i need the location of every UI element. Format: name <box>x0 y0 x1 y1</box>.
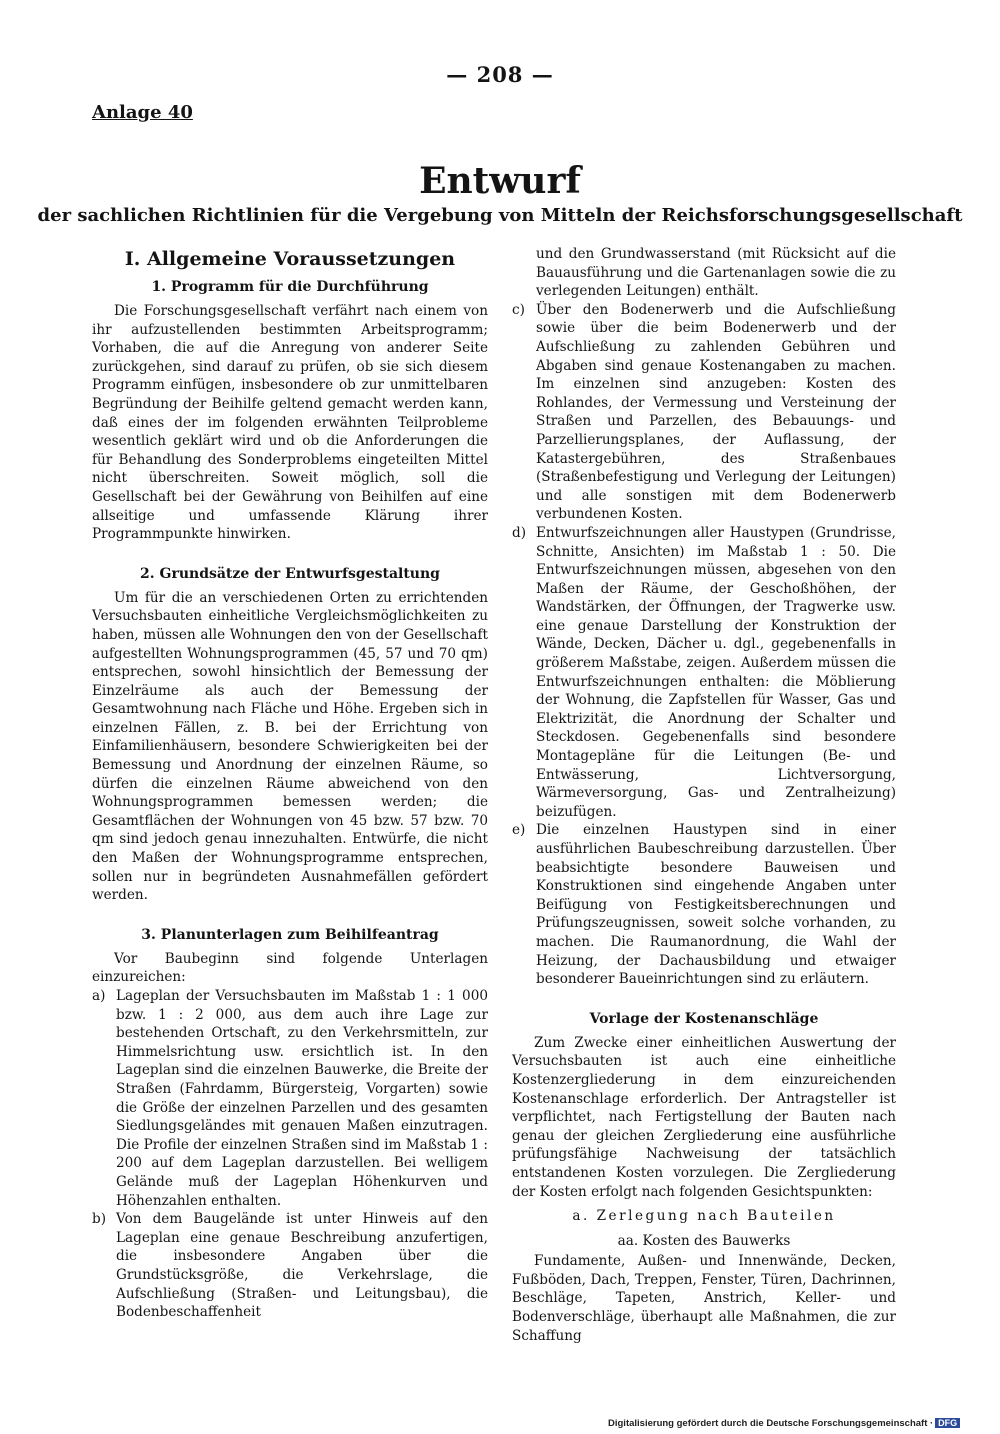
list-item-text: Entwurfszeichnungen aller Haustypen (Grundrisse, Schnitte, Ansichten) im Maßstab 1 : 50. Die Entwurfszeichnungen müssen, abgesehen von den Maßen der Räume, der Geschoßhöhen, der Wandstärken, der Öffnungen, der Tragwerke usw. eine genaue Darstellung der Konstruktion der Wände, Decken, Dächer u. dgl., gegebenenfalls in größerem Maßstabe, zeigen. Außerdem müssen die Entwurfszeichnungen enthalten: die Möblierung der Wohnung, die Zapfstellen für Wasser, Gas und Elektrizität, die Anordnung der Schalter und Steckdosen. Gegebenenfalls sind besondere Montagepläne für die Leitungen (Be- und Entwässerung, Lichtversorgung, Wärmeversorgung, Gas- und Zentralheizung) beizufügen. <box>536 524 896 820</box>
heading-plan-documents: 3. Planunterlagen zum Beihilfeantrag <box>141 926 439 943</box>
heading-program: 1. Programm für die Durchführung <box>151 279 429 295</box>
page-number: — 208 — <box>446 62 554 87</box>
list-item-label: b) <box>92 1211 107 1228</box>
list-item-label: e) <box>512 822 526 839</box>
right-column <box>512 245 896 1345</box>
paragraph-program: Die Forschungsgesellschaft verfährt nach einem von ihr aufzustellenden bestimmten Arbeitsprogramm; Vorhaben, die auf die Anregung von anderer Seite zurückgehen, sind darauf zu prüfen, ob sie sich diesem Programm einfügen, insbesondere ob zur unmittelbaren Begründung der Beihilfe geltend gemacht werden kann, daß eines der im folgenden erwähnten Teilprobleme wesentlich geklärt wird und ob die Anforderungen die für Behandlung des Sonderproblems eingeteilten Mittel nicht überschreiten. Soweit möglich, soll die Gesellschaft bei der Gewährung von Beihilfen auf eine allseitige und umfassende Klärung ihrer Programmpunkte hinwirken. <box>92 303 488 543</box>
section-heading: I. Allgemeine Voraussetzungen <box>124 248 456 270</box>
left-column <box>92 245 488 1322</box>
list-item <box>512 821 896 988</box>
annex-label: Anlage 40 <box>92 102 193 123</box>
list-item-label: a) <box>92 988 106 1004</box>
paragraph-building-costs: Fundamente, Außen- und Innenwände, Decken, Fußböden, Dach, Treppen, Fenster, Türen, Dachrinnen, Beschläge, Tapeten, Anstrich, Keller- und Bodenverschläge, überhaupt alle Maßnahmen, die zur Schaffung <box>512 1253 896 1344</box>
continuation-text: und den Grundwasserstand (mit Rücksicht auf die Bauausführung und die Gartenanlagen sowie die zu verlegenden Leitungen) enthält. <box>536 246 896 300</box>
list-item <box>512 524 896 822</box>
list-item-text: Die einzelnen Haustypen sind in einer ausführlichen Baubeschreibung darzustellen. Über beabsichtigte besondere Bauweisen und Konstruktionen sind eingehende Angaben unter Beifügung von Festigkeitsberechnungen und Prüfungszeugnissen, soweit solche vorhanden, zu machen. Die Raumanordnung, die Wahl der Heizung, der Dachausbildung und etwaiger besonderer Baueinrichtungen sind zu erläutern. <box>536 822 896 988</box>
heading-cost-estimates: Vorlage der Kostenanschläge <box>589 1010 819 1027</box>
paragraph-cost-estimates: Zum Zwecke einer einheitlichen Auswertung der Versuchsbauten ist auch eine einheitliche Kostenzergliederung in dem einzureichenden Kostenanschlage erforderlich. Der Antragsteller ist verpflichtet, nach Fertigstellung der Bauten nach genau der gleichen Zergliederung eine ausführliche prüfungsfähige Nachweisung der tatsächlich entstandenen Kosten vorzulegen. Die Zergliederung der Kosten erfolgt nach folgenden Gesichtspunkten: <box>512 1034 896 1200</box>
list-item-text: Über den Bodenerwerb und die Aufschließung sowie über die beim Bodenerwerb und der Aufschließung zu zahlenden Gebühren und Abgaben sind genaue Kostenangaben zu machen. Im einzelnen sind anzugeben: Kosten des Rohlandes, der Vermessung und Versteinung der Straßen und Parzellen, des Bebauungs- und Parzellierungsplanes, der Auflassung, der Katastergebühren, des Straßenbaues (Straßenbefestigung und Verlegung der Leitungen) und alle sonstigen mit dem Bodenerwerb verbundenen Kosten. <box>536 301 896 523</box>
list-item <box>512 301 896 524</box>
list-item-label: d) <box>512 524 527 541</box>
subheading-building-costs: aa. Kosten des Bauwerks <box>617 1232 791 1249</box>
list-item-text: Von dem Baugelände ist unter Hinweis auf den Lageplan eine genaue Beschreibung anzufertigen, die insbesondere Angaben über die Grundstücksgröße, die Verkehrslage, die Aufschließung (Straßen- und Leitungsbau), die Bodenbeschaffenheit <box>116 1211 488 1321</box>
dfg-logo: DFG <box>935 1418 960 1428</box>
footer-credit <box>608 1418 996 1429</box>
footer-text: Digitalisierung gefördert durch die Deutsche Forschungsgemeinschaft · <box>608 1418 934 1429</box>
paragraph-design-principles: Um für die an verschiedenen Orten zu errichtenden Versuchsbauten einheitliche Vergleichsmöglichkeiten zu haben, müssen alle Wohnungen den von der Gesellschaft aufgestellten Wohnungsprogrammen (45, 57 und 70 qm) entsprechen, sowohl hinsichtlich der Bemessung der Einzelräume als auch der Bemessung der Gesamtwohnung nach Fläche und Höhe. Ergeben sich in einzelnen Fällen, z. B. bei der Errichtung von Einfamilienhäusern, besondere Schwierigkeiten bei der Bemessung und Anordnung der einzelnen Räume, so dürfen die einzelnen Räume abweichend von den Wohnungsprogrammen bemessen werden; die Gesamtflächen der Wohnungen von 45 bzw. 57 bzw. 70 qm sind jedoch genau innezuhalten. Entwürfe, die nicht den Maßen der Wohnungsprogramme entsprechen, sollen nur in begründeten Ausnahmefällen gefördert werden. <box>92 589 488 904</box>
list-item <box>92 1210 488 1322</box>
document-subtitle: der sachlichen Richtlinien für die Vergebung von Mitteln der Reichsforschungsgesellschaft <box>37 205 963 226</box>
paragraph-plan-documents: Vor Baubeginn sind folgende Unterlagen einzureichen: <box>92 950 488 986</box>
subheading-components: a. Zerlegung nach Bauteilen <box>572 1208 836 1225</box>
document-title: Entwurf <box>419 160 581 202</box>
heading-design-principles: 2. Grundsätze der Entwurfsgestaltung <box>140 565 440 582</box>
list-item-label: c) <box>512 301 525 318</box>
list-item-text: Lageplan der Versuchsbauten im Maßstab 1 : 1 000 bzw. 1 : 2 000, aus dem auch ihre Lage zur bestehenden Ortschaft, zu den Verkehrsmitteln, zur Himmelsrichtung usw. ersichtlich ist. In den Lageplan sind die einzelnen Bauwerke, die Breite der Straßen (Fahrdamm, Bürgersteig, Vorgarten) sowie die Größe der einzelnen Parzellen und des gesamten Siedlungsgeländes mit genauen Maßen einzutragen. Die Profile der einzelnen Straßen sind im Maßstab 1 : 200 auf dem Lageplan darzustellen. Bei welligem Gelände muß der Lageplan Höhenkurven und Höhenzahlen enthalten. <box>116 988 488 1209</box>
list-item <box>92 987 488 1210</box>
